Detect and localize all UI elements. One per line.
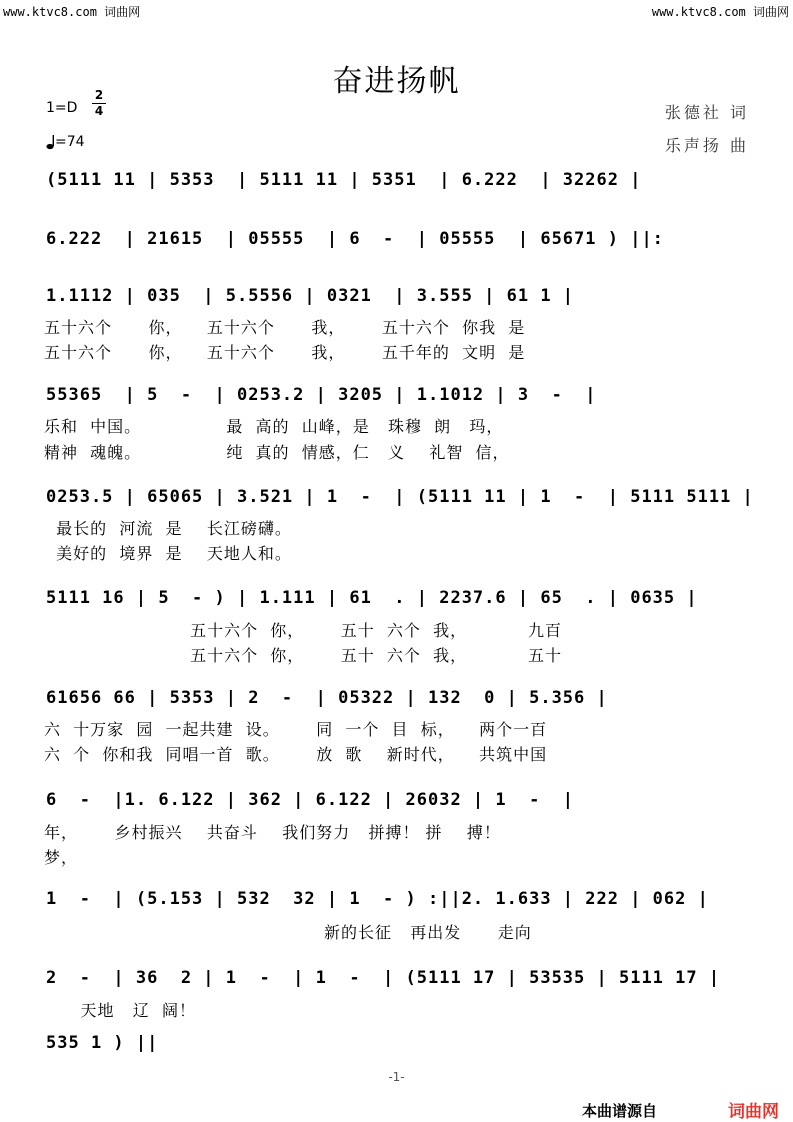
site-logo[interactable]: 词曲网 xyxy=(728,1102,779,1122)
lyric-line: 五十六个 你， 五十六个 我， 五千年的 文明 是 xyxy=(44,343,526,362)
notation-text: 55365 | 5 - | 0253.2 | 3205 | 1.1012 | 3 - | xyxy=(46,385,597,405)
notation-text: 1 - | (5.153 | 532 32 | 1 - ) :||2. 1.633 | 222 | 062 | xyxy=(46,889,709,909)
time-denominator: 4 xyxy=(94,104,104,118)
notation-text: 61656 66 | 5353 | 2 - | 05322 | 132 0 | 5.356 | xyxy=(46,688,608,708)
lyric-line: 六 十万家 园 一起共建 设。 同 一个 目 标， 两个一百 xyxy=(44,720,548,739)
key-signature: 1=D xyxy=(46,100,78,116)
notation-text: 2 - | 36 2 | 1 - | 1 - | (5111 17 | 53535 | 5111 17 | xyxy=(46,968,721,988)
page-number: -1- xyxy=(388,1070,405,1084)
site-watermark-right: www.ktvc8.com 词曲网 xyxy=(651,5,789,19)
composer-credit: 乐声扬 曲 xyxy=(664,136,749,155)
notation-row xyxy=(40,170,750,210)
lyric-line: 六 个 你和我 同唱一首 歌。 放 歌 新时代， 共筑中国 xyxy=(44,745,548,764)
notation-text: 1.1112 | 035 | 5.5556 | 0321 | 3.555 | 61 1 | xyxy=(46,286,575,306)
notation-text: 6.222 | 21615 | 05555 | 6 - | 05555 | 65671 ) ||: xyxy=(46,229,664,249)
lyric-line: 梦， xyxy=(44,848,79,867)
notation-text: 535 1 ) || xyxy=(46,1033,159,1053)
time-numerator: 2 xyxy=(92,88,106,104)
notation-row xyxy=(40,229,750,269)
notation-text: 6 - |1. 6.122 | 362 | 6.122 | 26032 | 1 - | xyxy=(46,790,575,810)
lyric-line: 五十六个 你， 五十 六个 我， 五十 xyxy=(44,646,562,665)
notation-text: 5111 16 | 5 - ) | 1.111 | 61 . | 2237.6 | 65 . | 0635 | xyxy=(46,588,698,608)
lyric-line: 最长的 河流 是 长江磅礴。 xyxy=(44,519,292,538)
time-signature xyxy=(92,88,106,119)
tempo-value: =74 xyxy=(55,134,85,150)
song-title: 奋进扬帆 xyxy=(332,64,461,99)
lyric-line: 乐和 中国。 最 高的 山峰，是 珠穆 朗 玛， xyxy=(44,417,504,436)
lyric-line: 年， 乡村振兴 共奋斗 我们努力 拼搏！ 拼 搏！ xyxy=(44,823,501,842)
lyric-line: 美好的 境界 是 天地人和。 xyxy=(44,544,292,563)
notation-text: 0253.5 | 65065 | 3.521 | 1 - | (5111 11 | 1 - | 5111 5111 | xyxy=(46,487,754,507)
notation-row xyxy=(40,1033,750,1073)
lyric-line: 精神 魂魄。 纯 真的 情感，仁 义 礼智 信， xyxy=(44,443,510,462)
tempo-marking xyxy=(46,134,85,150)
lyric-line: 天地 辽 阔！ xyxy=(44,1001,196,1020)
lyric-line: 五十六个 你， 五十六个 我， 五十六个 你我 是 xyxy=(44,318,526,337)
quarter-note-icon xyxy=(46,134,55,150)
lyricist-credit: 张德社 词 xyxy=(664,103,749,122)
site-watermark-left: www.ktvc8.com 词曲网 xyxy=(3,5,141,19)
lyric-line: 五十六个 你， 五十 六个 我， 九百 xyxy=(44,621,562,640)
source-label: 本曲谱源自 xyxy=(582,1102,658,1120)
notation-text: (5111 11 | 5353 | 5111 11 | 5351 | 6.222 | 32262 | xyxy=(46,170,642,190)
lyric-line: 新的长征 再出发 走向 xyxy=(44,923,532,942)
